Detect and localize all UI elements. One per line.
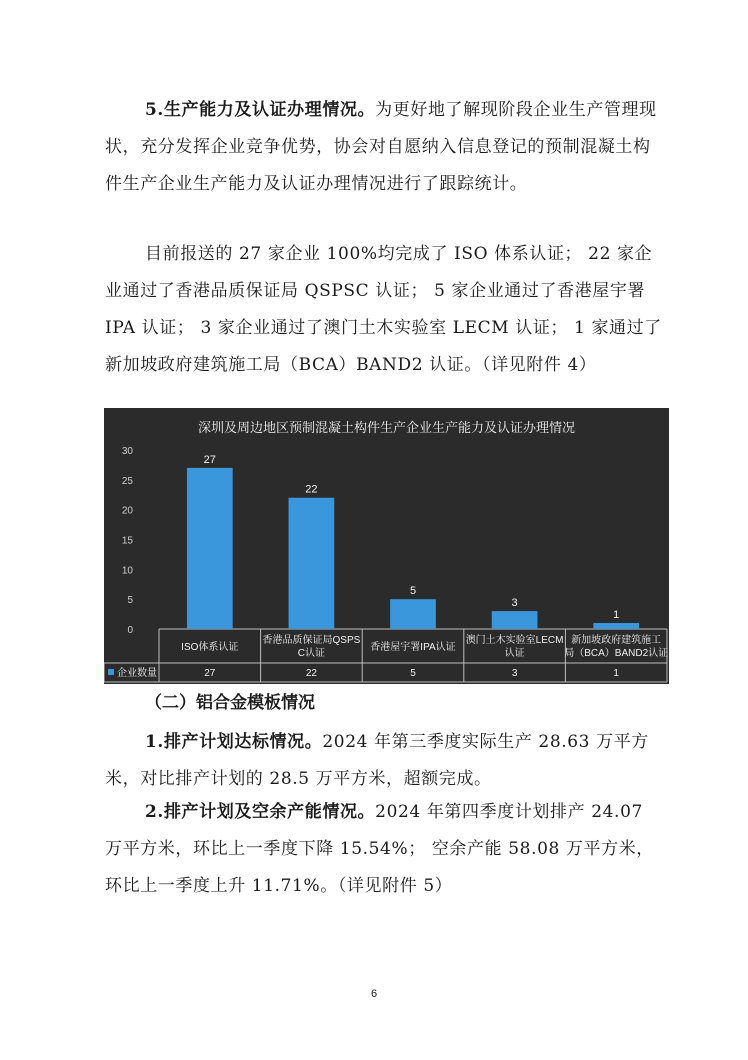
section5-body: 为更好地了解现阶段企业生产管理现状，充分发挥企业竞争优势，协会对自愿纳入信息登记的预制混凝土构件生产企业生产能力及认证办理情况进行了跟踪统计。 [105,100,657,194]
item2-body: 2024 年第四季度计划排产 24.07 万平方米，环比上一季度下降 15.54%； 空余产能 58.08 万平方米，环比上一季度上升 11.71%。（详见附件 5） [105,802,654,896]
item2-paragraph [105,794,665,905]
table-value: 27 [204,668,216,679]
section5-paragraph [105,92,665,203]
category-label: 澳门土木实验室LECM [465,635,564,646]
bar [187,468,233,629]
category-label: 香港屋宇署IPA认证 [370,642,456,653]
category-label: 香港品质保证局QSPS [262,635,361,646]
y-tick-label: 0 [127,625,133,636]
category-label: 新加坡政府建筑施工 [571,635,662,646]
legend-label: 企业数量 [117,668,157,679]
table-value: 22 [305,668,317,679]
table-value: 3 [511,668,518,679]
certification-text: 目前报送的 27 家企业 100%均完成了 ISO 体系认证； 22 家企业通过了香港品质保证局 QSPSC 认证； 5 家企业通过了香港屋宇署 IPA 认证； 3 家企业通过了澳门土木实验室 LECM 认证； 1 家通过了新加坡政府建筑施工局（BCA）BAND2 认证。（详见附件 4） [105,244,662,375]
chart-title: 深圳及周边地区预制混凝土构件生产企业生产能力及认证办理情况 [197,420,576,435]
y-tick-label: 25 [121,475,133,487]
certification-chart [104,408,669,684]
table-value: 5 [410,668,416,679]
category-label: 局（BCA）BAND2认证 [564,648,669,659]
bar [593,623,639,629]
y-tick-label: 15 [121,535,133,547]
bar [390,599,436,629]
section2-heading: （二）铝合金模板情况 [145,693,315,713]
bar [289,498,335,629]
y-tick-label: 5 [127,595,133,607]
bar-value-label: 3 [511,597,518,610]
item2-title: 2.排产计划及空余产能情况。 [145,802,376,822]
certification-paragraph [105,236,665,384]
y-tick-label: 20 [121,505,133,517]
chart-svg [104,408,669,684]
bar-value-label: 22 [305,483,318,496]
bar [492,611,538,629]
item1-paragraph [105,724,665,798]
bar-value-label: 27 [203,453,216,466]
category-label: C认证 [297,648,326,659]
table-value: 1 [613,668,619,679]
section5-title: 5.生产能力及认证办理情况。 [145,100,376,120]
item1-title: 1.排产计划达标情况。 [145,732,323,752]
y-tick-label: 30 [121,446,133,457]
legend-key [108,669,114,675]
category-label: ISO体系认证 [181,642,239,653]
y-tick-label: 10 [121,565,133,577]
bar-value-label: 5 [409,585,417,598]
page-number: 6 [370,988,378,1000]
bar-value-label: 1 [613,609,620,622]
category-label: 认证 [504,648,525,659]
item1-body: 2024 年第三季度实际生产 28.63 万平方米，对比排产计划的 28.5 万平方米，超额完成。 [105,732,649,789]
